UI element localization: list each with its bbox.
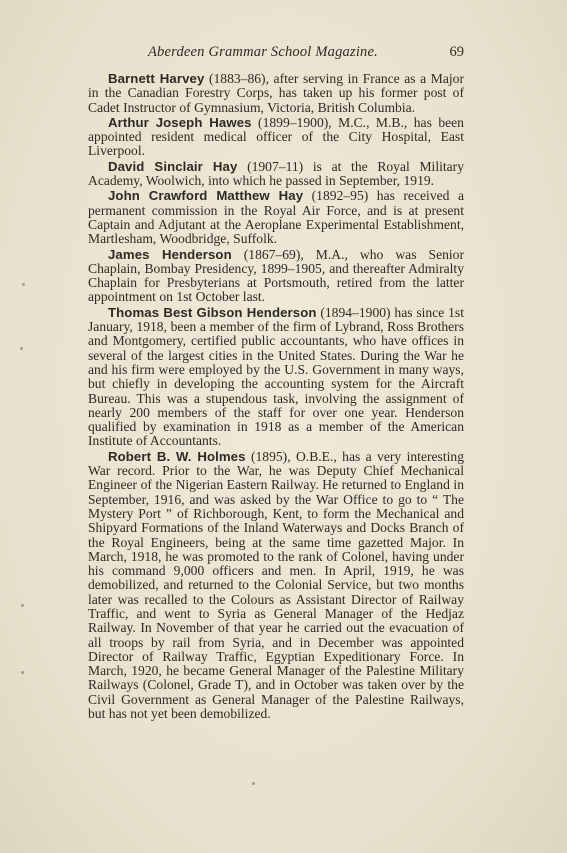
entry-name: Thomas Best Gibson Henderson [108, 304, 317, 320]
entry-barnett-harvey [88, 72, 464, 115]
entry-name: David Sinclair Hay [108, 158, 238, 174]
running-title: Aberdeen Grammar School Magazine. [148, 44, 378, 60]
entry-text: (1883–86), after serving in France as a Major in the Canadian Forestry Corps, has taken up his former post of Cadet Instructor of Gymnasium, Victoria, British Columbia. [88, 71, 464, 115]
entry-text: (1895), O.B.E., has a very interesting War record. Prior to the War, he was Deputy Chief Mechanical Engineer of the Nigerian Eastern Railway. He returned to England in September, 1916, and was asked by the War Office to go to “ The Mystery Port ” of Richborough, Kent, to form the Mechanical and Shipyard Formations of the Inland Waterways and Docks Branch of the Royal Engineers, being at the same time gazetted Major. In March, 1918, he was promoted to the rank of Colonel, having under his command 9,000 officers and men. In April, 1919, he was demobilized, and returned to the Colonial Service, but two months later was recalled to the Colours as Assistant Director of Railway Traffic, and went to Syria as General Manager of the Hedjaz Railway. In November of that year he carried out the evacuation of all troops by rail from Syria, and in December was appointed Director of Railway Traffic, Egyptian Expeditionary Force. In March, 1920, he became General Manager of the Palestine Military Railways (Colonel, Grade T), and in October was taken over by the Civil Government as General Manager of the Palestine Railways, but has not yet been demobilized. [88, 448, 464, 722]
entry-name: James Henderson [108, 246, 232, 262]
article-body [88, 72, 464, 722]
entry-robert-b-w-holmes [88, 450, 464, 722]
paper-speck [22, 283, 25, 286]
entry-text: (1894–1900) has since 1st January, 1918, been a member of the firm of Lybrand, Ross Brothers and Montgomery, certified public accountants, who have offices in several of the largest cities in the United States. During the War he and his firm were employed by the U.S. Government in many ways, but chiefly in developing the accounting system for the Aircraft Bureau. This was a stupendous task, involving the assignment of nearly 200 members of the staff for over one year. Henderson qualified by examination in 1918 as a member of the American Institute of Accountants. [88, 304, 464, 449]
page-number: 69 [449, 44, 464, 60]
entry-text: (1899–1900), M.C., M.B., has been appointed resident medical officer of the City Hospital, East Liverpool. [88, 114, 464, 159]
paper-speck [21, 671, 24, 674]
paper-speck [252, 782, 255, 785]
entry-james-henderson [88, 248, 464, 305]
entry-name: Arthur Joseph Hawes [108, 114, 252, 130]
paper-speck [20, 347, 23, 350]
page-header [88, 44, 464, 62]
entry-john-crawford-matthew-hay [88, 189, 464, 246]
entry-thomas-best-gibson-henderson [88, 306, 464, 449]
entry-name: John Crawford Matthew Hay [108, 188, 304, 204]
entry-text: (1867–69), M.A., who was Senior Chaplain, Bombay Presidency, 1899–1905, and thereafter Admiralty Chaplain for Presbyterians at Portsmouth, retired from the latter appointment on 1st October last. [88, 246, 464, 305]
entry-david-sinclair-hay [88, 160, 464, 189]
entry-text: (1892–95) has received a permanent commission in the Royal Air Force, and is at present Captain and Adjutant at the Aeroplane Experimental Establishment, Martlesham, Woodbridge, Suffolk. [88, 188, 464, 247]
paper-speck [21, 604, 24, 607]
entry-name: Robert B. W. Holmes [108, 448, 246, 464]
entry-text: (1907–11) is at the Royal Military Academy, Woolwich, into which he passed in September, 1919. [88, 158, 465, 189]
entry-name: Barnett Harvey [108, 71, 205, 86]
entry-arthur-joseph-hawes [88, 116, 464, 159]
